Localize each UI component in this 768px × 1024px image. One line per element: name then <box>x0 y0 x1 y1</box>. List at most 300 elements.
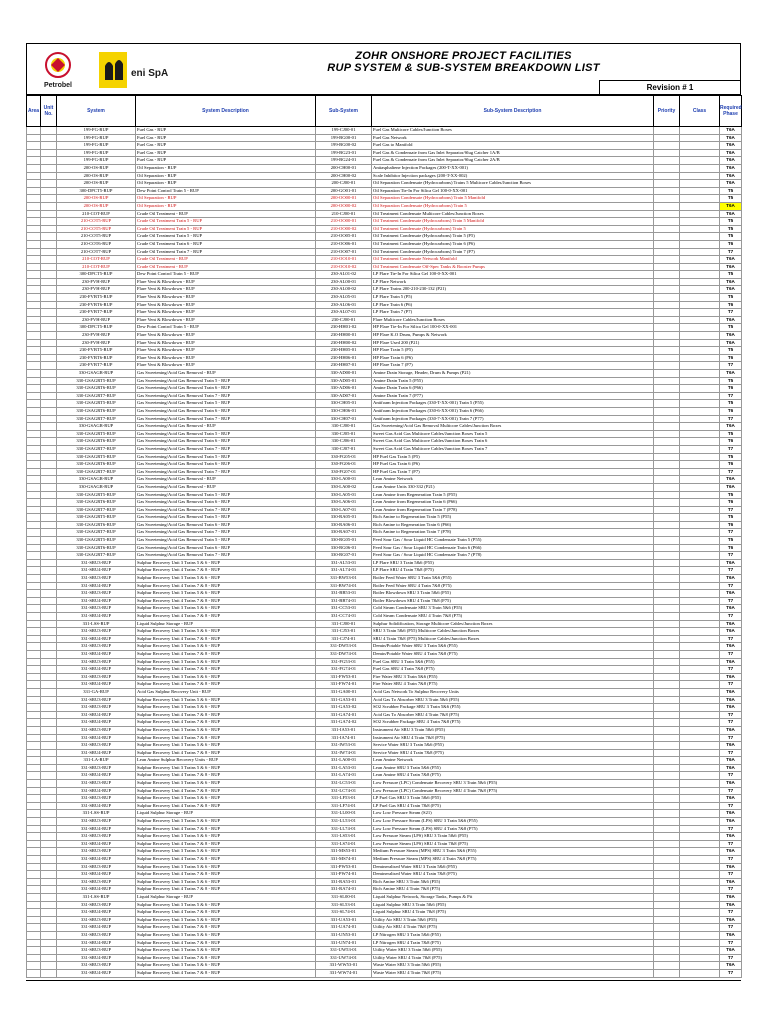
sub-system-cell: 230-HH00-02 <box>316 339 372 347</box>
sub-system-description-cell: Feed Sour Gas / Sour Liquid HC Condensate Train 7 (P78) <box>372 552 654 560</box>
sub-system-cell: 331-SL00-01 <box>316 893 372 901</box>
required-phase-cell: T6A <box>720 863 742 871</box>
class-cell <box>680 567 720 575</box>
table-row <box>27 225 742 233</box>
table-row <box>27 286 742 294</box>
area-cell <box>27 681 41 689</box>
class-cell <box>680 423 720 431</box>
sub-system-cell: 331-BB74-01 <box>316 597 372 605</box>
column-header: System Description <box>136 96 316 127</box>
priority-cell <box>654 377 680 385</box>
system-description-cell: Sulphur Recovery Unit 4 Trains 7 & 8 - RUP <box>136 772 316 780</box>
table-row <box>27 521 742 529</box>
sub-system-description-cell: Utility Air SRU 4 Train 7&8 (P75) <box>372 924 654 932</box>
priority-cell <box>654 818 680 826</box>
table-row <box>27 202 742 210</box>
required-phase-cell: T7 <box>720 969 742 977</box>
required-phase-cell: T5 <box>720 324 742 332</box>
class-cell <box>680 483 720 491</box>
unit-cell <box>41 248 57 256</box>
class-cell <box>680 772 720 780</box>
sub-system-description-cell: Fuel Gas & Condensate from Gas Inlet Separator/Slug Catcher 2A/B <box>372 157 654 165</box>
class-cell <box>680 521 720 529</box>
required-phase-cell: T6A <box>720 688 742 696</box>
system-description-cell: Crude Oil Treatment Train 7 - RUP <box>136 248 316 256</box>
unit-cell <box>41 453 57 461</box>
class-cell <box>680 233 720 241</box>
sub-system-description-cell: Fuel Gas Multicore Cables/Junction Boxes <box>372 127 654 135</box>
priority-cell <box>654 210 680 218</box>
system-description-cell: Gas Sweetening/Acid Gas Removal - RUP <box>136 476 316 484</box>
system-description-cell: Sulphur Recovery Unit 3 Trains 5 & 6 - RUP <box>136 795 316 803</box>
unit-cell <box>41 590 57 598</box>
system-description-cell: Gas Sweetening/Acid Gas Removal Train 5 - RUP <box>136 537 316 545</box>
table-row <box>27 666 742 674</box>
area-cell <box>27 339 41 347</box>
area-cell <box>27 559 41 567</box>
unit-cell <box>41 726 57 734</box>
sub-system-description-cell: Liquid Sulphur SRU 4 Train 7&8 (P75) <box>372 909 654 917</box>
system-cell: 331-SRU3-RUP <box>57 704 136 712</box>
system-description-cell: Gas Sweetening/Acid Gas Removal Train 7 - RUP <box>136 392 316 400</box>
sub-system-cell: 331-UW53-01 <box>316 947 372 955</box>
sub-system-description-cell: Flare Multicore Cables/Junction Boxes <box>372 316 654 324</box>
priority-cell <box>654 704 680 712</box>
table-row <box>27 575 742 583</box>
table-row <box>27 392 742 400</box>
priority-cell <box>654 734 680 742</box>
system-cell: 230-FVBT6-RUP <box>57 354 136 362</box>
priority-cell <box>654 415 680 423</box>
class-cell <box>680 324 720 332</box>
sub-system-description-cell: HP Flare Used 200 (P21) <box>372 339 654 347</box>
class-cell <box>680 688 720 696</box>
class-cell <box>680 400 720 408</box>
sub-system-cell: 331-LA53-01 <box>316 764 372 772</box>
area-cell <box>27 256 41 264</box>
area-cell <box>27 802 41 810</box>
table-row <box>27 127 742 135</box>
class-cell <box>680 506 720 514</box>
column-header: Class <box>680 96 720 127</box>
sub-system-cell: 230-AL00-02 <box>316 286 372 294</box>
unit-cell <box>41 202 57 210</box>
sub-system-description-cell: Rich Amine to Regeneration Train 5 (P55) <box>372 514 654 522</box>
required-phase-cell: T5 <box>720 430 742 438</box>
system-cell: 330-GSAGRT6-RUP <box>57 407 136 415</box>
unit-cell <box>41 407 57 415</box>
required-phase-cell: T6 <box>720 521 742 529</box>
system-description-cell: Sulphur Recovery Unit 4 Trains 7 & 8 - RUP <box>136 635 316 643</box>
area-cell <box>27 332 41 340</box>
area-cell <box>27 787 41 795</box>
required-phase-cell: T6A <box>720 127 742 135</box>
sub-system-description-cell: Lean Amine Network <box>372 476 654 484</box>
unit-cell <box>41 704 57 712</box>
sub-system-cell: 331-FW53-01 <box>316 673 372 681</box>
unit-cell <box>41 635 57 643</box>
unit-cell <box>41 385 57 393</box>
required-phase-cell: T5 <box>720 294 742 302</box>
sub-system-cell: 200-OO00-02 <box>316 202 372 210</box>
system-description-cell: Dew Point Control Train 5 - RUP <box>136 271 316 279</box>
system-description-cell: Gas Sweetening/Acid Gas Removal Train 6 - RUP <box>136 385 316 393</box>
priority-cell <box>654 256 680 264</box>
table-row <box>27 810 742 818</box>
priority-cell <box>654 613 680 621</box>
area-cell <box>27 491 41 499</box>
system-description-cell: Gas Sweetening/Acid Gas Removal - RUP <box>136 370 316 378</box>
system-cell: 331-SRU3-RUP <box>57 643 136 651</box>
priority-cell <box>654 400 680 408</box>
class-cell <box>680 248 720 256</box>
unit-cell <box>41 825 57 833</box>
unit-cell <box>41 848 57 856</box>
required-phase-cell: T7 <box>720 529 742 537</box>
system-cell: 331-SRU3-RUP <box>57 833 136 841</box>
class-cell <box>680 278 720 286</box>
system-description-cell: Gas Sweetening/Acid Gas Removal Train 5 - RUP <box>136 491 316 499</box>
table-row <box>27 954 742 962</box>
unit-cell <box>41 339 57 347</box>
table-row <box>27 149 742 157</box>
area-cell <box>27 954 41 962</box>
sub-system-description-cell: Oil Treatment Condensate (Hydrocarbons) Train 5 Manifold <box>372 218 654 226</box>
required-phase-cell: T7 <box>720 582 742 590</box>
sub-system-cell: 210-OO00-01 <box>316 218 372 226</box>
unit-cell <box>41 871 57 879</box>
sub-system-cell: 331-LL00-01 <box>316 810 372 818</box>
priority-cell <box>654 620 680 628</box>
system-description-cell: Sulphur Recovery Unit 3 Trains 5 & 6 - RUP <box>136 833 316 841</box>
sub-system-description-cell: SO2 Scrubber Package SRU 4 Train 7&8 (P75) <box>372 719 654 727</box>
required-phase-cell: T6A <box>720 947 742 955</box>
sub-system-cell: 230-AL06-01 <box>316 301 372 309</box>
sub-system-cell: 210-CJ00-01 <box>316 210 372 218</box>
required-phase-cell: T6A <box>720 658 742 666</box>
required-phase-cell: T6A <box>720 931 742 939</box>
priority-cell <box>654 863 680 871</box>
area-cell <box>27 407 41 415</box>
sub-system-description-cell: Service Water SRU 4 Train 7&8 (P75) <box>372 749 654 757</box>
unit-cell <box>41 263 57 271</box>
system-cell: 330-GSAGRT5-RUP <box>57 400 136 408</box>
unit-cell <box>41 316 57 324</box>
priority-cell <box>654 407 680 415</box>
unit-cell <box>41 575 57 583</box>
sub-system-cell: 330-RG07-01 <box>316 552 372 560</box>
table-row <box>27 453 742 461</box>
system-cell: 210-COT5-RUP <box>57 225 136 233</box>
class-cell <box>680 825 720 833</box>
column-header: Required Phase <box>720 96 742 127</box>
system-cell: 210-COT-RUP <box>57 256 136 264</box>
unit-cell <box>41 840 57 848</box>
required-phase-cell: T6A <box>720 164 742 172</box>
priority-cell <box>654 324 680 332</box>
sub-system-cell: 230-CJ00-01 <box>316 316 372 324</box>
system-description-cell: Sulphur Recovery Unit 4 Trains 7 & 8 - RUP <box>136 886 316 894</box>
table-row <box>27 726 742 734</box>
sub-system-description-cell: HP Flare Train 5 (P5) <box>372 347 654 355</box>
priority-cell <box>654 438 680 446</box>
system-description-cell: Crude Oil Treatment - RUP <box>136 256 316 264</box>
class-cell <box>680 893 720 901</box>
priority-cell <box>654 886 680 894</box>
unit-cell <box>41 423 57 431</box>
class-cell <box>680 802 720 810</box>
required-phase-cell: T6A <box>720 605 742 613</box>
area-cell <box>27 537 41 545</box>
system-cell: 330-GSAGRT7-RUP <box>57 445 136 453</box>
unit-cell <box>41 286 57 294</box>
sub-system-cell: 230-AL01-02 <box>316 271 372 279</box>
class-cell <box>680 347 720 355</box>
table-row <box>27 681 742 689</box>
area-cell <box>27 726 41 734</box>
table-row <box>27 650 742 658</box>
system-cell: 200-OS-RUP <box>57 202 136 210</box>
priority-cell <box>654 848 680 856</box>
system-cell: 331-SRU4-RUP <box>57 681 136 689</box>
priority-cell <box>654 787 680 795</box>
required-phase-cell: T7 <box>720 468 742 476</box>
sub-system-description-cell: Rich Amine to Regeneration Train 6 (P66) <box>372 521 654 529</box>
table-row <box>27 643 742 651</box>
table-row <box>27 552 742 560</box>
table-row <box>27 415 742 423</box>
unit-cell <box>41 962 57 970</box>
sub-system-description-cell: Feed Sour Gas / Sour Liquid HC Condensate Train 6 (P66) <box>372 544 654 552</box>
sub-system-description-cell: Lean Amine SRU 3 Train 5&6 (P55) <box>372 764 654 772</box>
class-cell <box>680 332 720 340</box>
sub-system-description-cell: Utility Air SRU 3 Train 5&6 (P55) <box>372 916 654 924</box>
area-cell <box>27 225 41 233</box>
priority-cell <box>654 780 680 788</box>
table-row <box>27 848 742 856</box>
sub-system-cell: 330-RA07-01 <box>316 529 372 537</box>
table-row <box>27 301 742 309</box>
required-phase-cell: T6A <box>720 157 742 165</box>
unit-cell <box>41 377 57 385</box>
area-cell <box>27 461 41 469</box>
sub-system-description-cell: Lean Amine from Regeneration Train 5 (P55) <box>372 491 654 499</box>
unit-cell <box>41 233 57 241</box>
priority-cell <box>654 878 680 886</box>
area-cell <box>27 233 41 241</box>
table-row <box>27 529 742 537</box>
table-row <box>27 947 742 955</box>
unit-cell <box>41 537 57 545</box>
sub-system-cell: 330-CJ06-01 <box>316 438 372 446</box>
sub-system-cell: 230-AL05-01 <box>316 294 372 302</box>
class-cell <box>680 407 720 415</box>
class-cell <box>680 597 720 605</box>
sub-system-description-cell: Low Pressure (LPC) Condensate Recovery SRU 4 Train 7&8 (P75) <box>372 787 654 795</box>
area-cell <box>27 871 41 879</box>
sub-system-description-cell: HP Flare Train 7 (P7) <box>372 362 654 370</box>
bottom-border <box>26 980 741 981</box>
priority-cell <box>654 757 680 765</box>
system-description-cell: Sulphur Recovery Unit 3 Trains 5 & 6 - RUP <box>136 658 316 666</box>
system-description-cell: Sulphur Recovery Unit 4 Trains 7 & 8 - RUP <box>136 567 316 575</box>
priority-cell <box>654 590 680 598</box>
system-description-cell: Gas Sweetening/Acid Gas Removal Train 5 - RUP <box>136 514 316 522</box>
eni-logo-text: eni SpA <box>131 68 169 79</box>
sub-system-cell: 331-LS53-01 <box>316 833 372 841</box>
sub-system-cell: 200-CH00-02 <box>316 172 372 180</box>
system-description-cell: Sulphur Recovery Unit 4 Trains 7 & 8 - RUP <box>136 666 316 674</box>
sub-system-cell: 330-RG05-01 <box>316 537 372 545</box>
area-cell <box>27 939 41 947</box>
system-cell: 330-GSAGRT6-RUP <box>57 438 136 446</box>
system-description-cell: Gas Sweetening/Acid Gas Removal Train 6 - RUP <box>136 521 316 529</box>
area-cell <box>27 916 41 924</box>
area-cell <box>27 316 41 324</box>
required-phase-cell: T6 <box>720 499 742 507</box>
table-row <box>27 856 742 864</box>
unit-cell <box>41 149 57 157</box>
sub-system-description-cell: Instrument Air SRU 4 Train 7&8 (P75) <box>372 734 654 742</box>
table-row <box>27 164 742 172</box>
priority-cell <box>654 893 680 901</box>
system-description-cell: Crude Oil Treatment Train 5 - RUP <box>136 218 316 226</box>
required-phase-cell: T7 <box>720 924 742 932</box>
required-phase-cell: T6A <box>720 810 742 818</box>
required-phase-cell: T6A <box>720 901 742 909</box>
unit-cell <box>41 294 57 302</box>
priority-cell <box>654 354 680 362</box>
priority-cell <box>654 856 680 864</box>
system-description-cell: Liquid Sulphur Storage - RUP <box>136 810 316 818</box>
table-row <box>27 218 742 226</box>
system-cell: 199-FG-RUP <box>57 149 136 157</box>
class-cell <box>680 613 720 621</box>
system-description-cell: Sulphur Recovery Unit 4 Trains 7 & 8 - RUP <box>136 909 316 917</box>
sub-system-description-cell: Lean Amine Network <box>372 757 654 765</box>
sub-system-cell: 331-LA74-01 <box>316 772 372 780</box>
sub-system-description-cell: Gas Sweetening/Acid Gas Removal Multicore Cables/Junction Boxes <box>372 423 654 431</box>
system-description-cell: Crude Oil Treatment Train 5 - RUP <box>136 225 316 233</box>
area-cell <box>27 628 41 636</box>
sub-system-cell: 331-GA74-01 <box>316 711 372 719</box>
priority-cell <box>654 430 680 438</box>
system-description-cell: Sulphur Recovery Unit 3 Trains 5 & 6 - RUP <box>136 848 316 856</box>
sub-system-cell: 330-FG05-01 <box>316 453 372 461</box>
sub-system-description-cell: Utility Water SRU 4 Train 7&8 (P75) <box>372 954 654 962</box>
area-cell <box>27 552 41 560</box>
table-row <box>27 704 742 712</box>
table-row <box>27 278 742 286</box>
required-phase-cell: T6A <box>720 818 742 826</box>
class-cell <box>680 719 720 727</box>
system-cell: 331-SRU4-RUP <box>57 772 136 780</box>
required-phase-cell: T5 <box>720 377 742 385</box>
class-cell <box>680 202 720 210</box>
system-description-cell: Sulphur Recovery Unit 3 Trains 5 & 6 - RUP <box>136 643 316 651</box>
table-row <box>27 673 742 681</box>
unit-cell <box>41 256 57 264</box>
class-cell <box>680 818 720 826</box>
unit-cell <box>41 529 57 537</box>
class-cell <box>680 856 720 864</box>
sub-system-description-cell: Oil Treatment Condensate (Hydrocarbons) Train 6 (P6) <box>372 240 654 248</box>
area-cell <box>27 362 41 370</box>
system-description-cell: Sulphur Recovery Unit 3 Trains 5 & 6 - RUP <box>136 590 316 598</box>
system-description-cell: Sulphur Recovery Unit 3 Trains 5 & 6 - RUP <box>136 901 316 909</box>
class-cell <box>680 430 720 438</box>
area-cell <box>27 597 41 605</box>
sub-system-description-cell: Antifoam Injection Packages (330-T-XX-001) Train 5 (P55) <box>372 400 654 408</box>
system-cell: 199-FG-RUP <box>57 127 136 135</box>
sub-system-cell: 230-AL07-01 <box>316 309 372 317</box>
required-phase-cell: T7 <box>720 309 742 317</box>
table-row <box>27 635 742 643</box>
class-cell <box>680 726 720 734</box>
area-cell <box>27 218 41 226</box>
priority-cell <box>654 187 680 195</box>
priority-cell <box>654 749 680 757</box>
system-cell: 330-GSAGR-RUP <box>57 483 136 491</box>
system-description-cell: Flare Vent & Blowdown - RUP <box>136 309 316 317</box>
unit-cell <box>41 142 57 150</box>
table-row <box>27 871 742 879</box>
required-phase-cell: T6A <box>720 180 742 188</box>
revision-label: Revision # 1 <box>599 80 740 94</box>
system-cell: 200-OS-RUP <box>57 172 136 180</box>
petrobel-logo-text: Petrobel <box>43 82 73 89</box>
system-description-cell: Sulphur Recovery Unit 3 Trains 5 & 6 - RUP <box>136 863 316 871</box>
area-cell <box>27 666 41 674</box>
system-description-cell: Sulphur Recovery Unit 3 Trains 5 & 6 - RUP <box>136 559 316 567</box>
unit-cell <box>41 157 57 165</box>
priority-cell <box>654 643 680 651</box>
class-cell <box>680 711 720 719</box>
table-row <box>27 916 742 924</box>
area-cell <box>27 415 41 423</box>
area-cell <box>27 400 41 408</box>
sub-system-description-cell: Low Low Pressure Steam (LPS) SRU 3 Train 5&6 (P55) <box>372 818 654 826</box>
system-cell: 230-FVH-RUP <box>57 286 136 294</box>
system-description-cell: Sulphur Recovery Unit 4 Trains 7 & 8 - RUP <box>136 969 316 977</box>
unit-cell <box>41 954 57 962</box>
unit-cell <box>41 225 57 233</box>
priority-cell <box>654 202 680 210</box>
sub-system-description-cell: Oil Treatment Condensate Off-Spec Tanks & Booster Pumps <box>372 263 654 271</box>
sub-system-description-cell: Feed Sour Gas / Sour Liquid HC Condensate Train 5 (P55) <box>372 537 654 545</box>
priority-cell <box>654 559 680 567</box>
sub-system-cell: 331-AL74-01 <box>316 567 372 575</box>
system-description-cell: Sulphur Recovery Unit 3 Trains 5 & 6 - RUP <box>136 947 316 955</box>
system-description-cell: Sulphur Recovery Unit 4 Trains 7 & 8 - RUP <box>136 582 316 590</box>
area-cell <box>27 825 41 833</box>
system-cell: 331-SRU4-RUP <box>57 840 136 848</box>
table-row <box>27 309 742 317</box>
table-row <box>27 438 742 446</box>
system-description-cell: Sulphur Recovery Unit 3 Trains 5 & 6 - RUP <box>136 673 316 681</box>
sub-system-cell: 230-AL00-01 <box>316 278 372 286</box>
sub-system-description-cell: Demineralised Water SRU 3 Train 5&6 (P55) <box>372 863 654 871</box>
unit-cell <box>41 947 57 955</box>
system-cell: 230-FVH-RUP <box>57 316 136 324</box>
priority-cell <box>654 468 680 476</box>
class-cell <box>680 742 720 750</box>
system-description-cell: Sulphur Recovery Unit 3 Trains 5 & 6 - RUP <box>136 575 316 583</box>
system-description-cell: Oil Separation - RUP <box>136 195 316 203</box>
class-cell <box>680 901 720 909</box>
table-row <box>27 582 742 590</box>
table-row <box>27 362 742 370</box>
